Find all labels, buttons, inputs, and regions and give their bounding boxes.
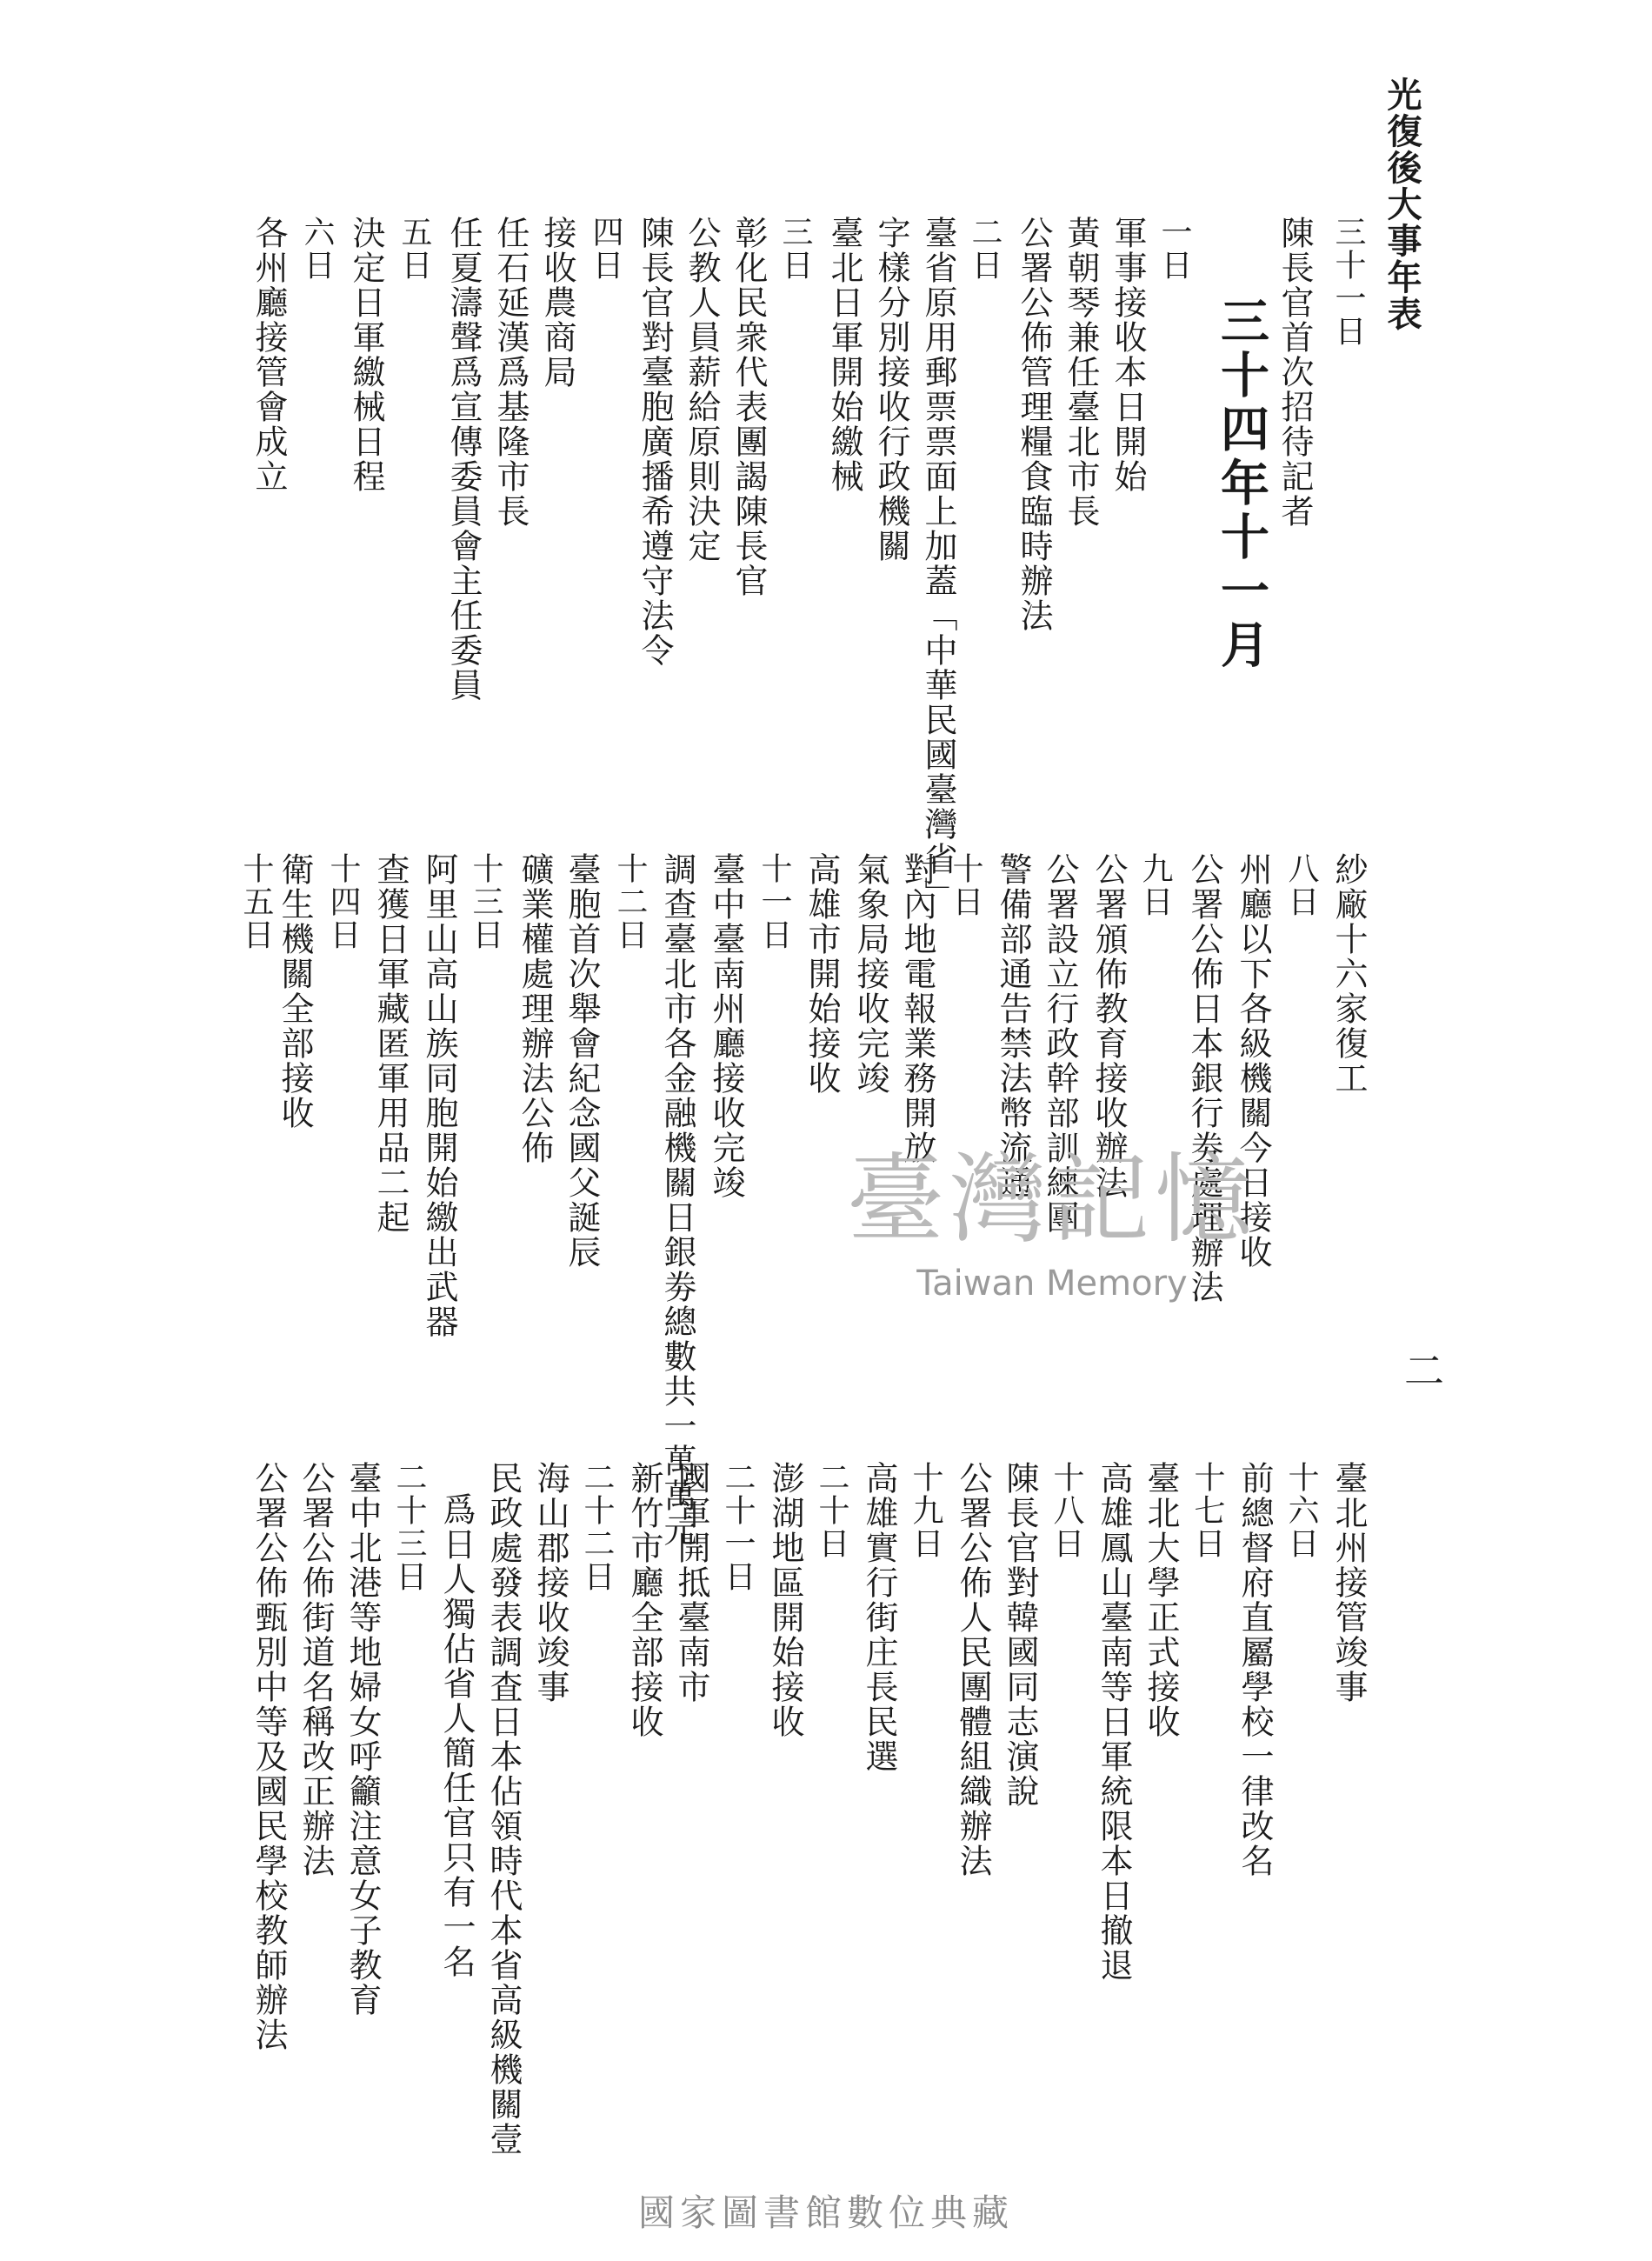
entry-line: 調查臺北市各金融機關日銀劵總數共一萬萬元 <box>658 852 696 1548</box>
entry-line: 氣象局接收完竣 <box>851 852 889 1096</box>
entry-line: 查獲日軍藏匿軍用品二起 <box>371 852 410 1235</box>
entry-line: 警備部通告禁法幣流通 <box>994 852 1032 1200</box>
date-heading: 十三日 <box>468 852 503 951</box>
date-heading: 二日 <box>967 216 1003 282</box>
entry-line: 州廳以下各級機關今日接收 <box>1234 852 1272 1270</box>
entry-line: 決定日軍繳械日程 <box>347 216 385 494</box>
entry-line: 公署公佈街道名稱改正辦法 <box>296 1461 335 1878</box>
date-heading: 十七日 <box>1189 1461 1225 1560</box>
entry-line: 高雄市開始接收 <box>803 852 841 1096</box>
running-header: 光復後大事年表 <box>1382 77 1422 332</box>
entry-line: 彰化民衆代表團謁陳長官 <box>729 216 768 598</box>
entry-line: 高雄鳳山臺南等日軍統限本日撤退 <box>1095 1461 1133 1983</box>
date-heading: 十二日 <box>612 852 648 951</box>
date-heading: 十九日 <box>908 1461 943 1560</box>
date-heading: 二十日 <box>814 1461 849 1560</box>
entry-line: 高雄實行街庄長民選 <box>860 1461 898 1774</box>
date-heading: 八日 <box>1283 852 1319 918</box>
date-heading: 四日 <box>588 216 623 282</box>
date-heading: 十日 <box>948 852 983 918</box>
date-heading: 十六日 <box>1283 1461 1319 1560</box>
entry-line: 公署公佈管理糧食臨時辦法 <box>1015 216 1053 633</box>
entry-line: 字樣分別接收行政機關 <box>872 216 910 564</box>
entry-line: 礦業權處理辦法公佈 <box>516 852 554 1165</box>
date-heading: 十五日 <box>238 852 274 951</box>
entry-line: 阿里山高山族同胞開始繳出武器 <box>420 852 458 1339</box>
entry-line: 公教人員薪給原則決定 <box>683 216 721 564</box>
footer-credit: 國家圖書館數位典藏 <box>637 2191 1014 2234</box>
entry-line: 陳長官對韓國同志演說 <box>1001 1461 1039 1809</box>
entry-line: 陳長官首次招待記者 <box>1276 216 1314 529</box>
entry-line: 海山郡接收竣事 <box>531 1461 570 1704</box>
entry-line: 臺胞首次舉會紀念國父誕辰 <box>563 852 601 1270</box>
entry-line: 公署公佈日本銀行劵處理辦法 <box>1185 852 1223 1304</box>
entry-line: 國軍開抵臺南市 <box>672 1461 710 1704</box>
entry-line: 爲日人獨佔省人簡任官只有一名 <box>437 1492 476 1979</box>
watermark-logo <box>809 1122 1296 1304</box>
entry-line: 對內地電報業務開放 <box>898 852 936 1165</box>
entry-line: 公署設立行政幹部訓練團 <box>1041 852 1079 1235</box>
date-heading: 十一日 <box>756 852 792 951</box>
entry-line: 陳長官對臺胞廣播希遵守法令 <box>636 216 674 668</box>
date-heading: 三日 <box>777 216 813 282</box>
date-heading: 九日 <box>1137 852 1173 918</box>
date-heading: 三十一日 <box>1330 216 1366 348</box>
entry-line: 衛生機關全部接收 <box>276 852 314 1130</box>
entry-line: 公署公佈人民團體組織辦法 <box>954 1461 992 1878</box>
entry-line: 接收農商局 <box>538 216 576 390</box>
date-heading: 六日 <box>299 216 335 282</box>
entry-line: 公署公佈甄別中等及國民學校教師辦法 <box>250 1461 288 2052</box>
entry-line: 軍事接收本日開始 <box>1109 216 1147 494</box>
date-heading: 十四日 <box>325 852 361 951</box>
date-heading: 一日 <box>1156 216 1192 282</box>
watermark-english: Taiwan Memory <box>916 1264 1188 1304</box>
entry-line: 臺中臺南州廳接收完竣 <box>707 852 745 1200</box>
entry-line: 臺中北港等地婦女呼籲注意女子教育 <box>343 1461 382 2018</box>
entry-line: 澎湖地區開始接收 <box>766 1461 804 1739</box>
date-heading: 五日 <box>396 216 432 282</box>
month-heading: 三十四年十一月 <box>1213 296 1270 673</box>
entry-line: 任石延漢爲基隆市長 <box>491 216 530 529</box>
date-heading: 二十一日 <box>720 1461 756 1593</box>
date-heading: 十八日 <box>1049 1461 1084 1560</box>
entry-line: 前總督府直屬學校一律改名 <box>1236 1461 1274 1878</box>
entry-line: 黃朝琴兼任臺北市長 <box>1062 216 1100 529</box>
date-heading: 二十三日 <box>391 1461 427 1593</box>
entry-line: 公署頒佈教育接收辦法 <box>1089 852 1128 1200</box>
watermark-chinese: 臺灣記憶 <box>847 1144 1257 1257</box>
entry-line: 任夏濤聲爲宣傳委員會主任委員 <box>444 216 483 703</box>
entry-line: 臺北州接管竣事 <box>1329 1461 1368 1704</box>
entry-line: 各州廳接管會成立 <box>250 216 288 494</box>
entry-line: 新竹市廳全部接收 <box>625 1461 663 1739</box>
date-heading: 二十二日 <box>579 1461 615 1593</box>
entry-line: 臺北日軍開始繳械 <box>825 216 863 494</box>
page-number: 二 <box>1398 1350 1445 1391</box>
entry-line: 臺省原用郵票票面上加蓋「中華民國臺灣省」 <box>919 216 957 911</box>
entry-line: 臺北大學正式接收 <box>1142 1461 1180 1739</box>
entry-line: 民政處發表調査日本佔領時代本省高級機關壹 <box>484 1461 523 2157</box>
entry-line: 紗廠十六家復工 <box>1329 852 1368 1096</box>
